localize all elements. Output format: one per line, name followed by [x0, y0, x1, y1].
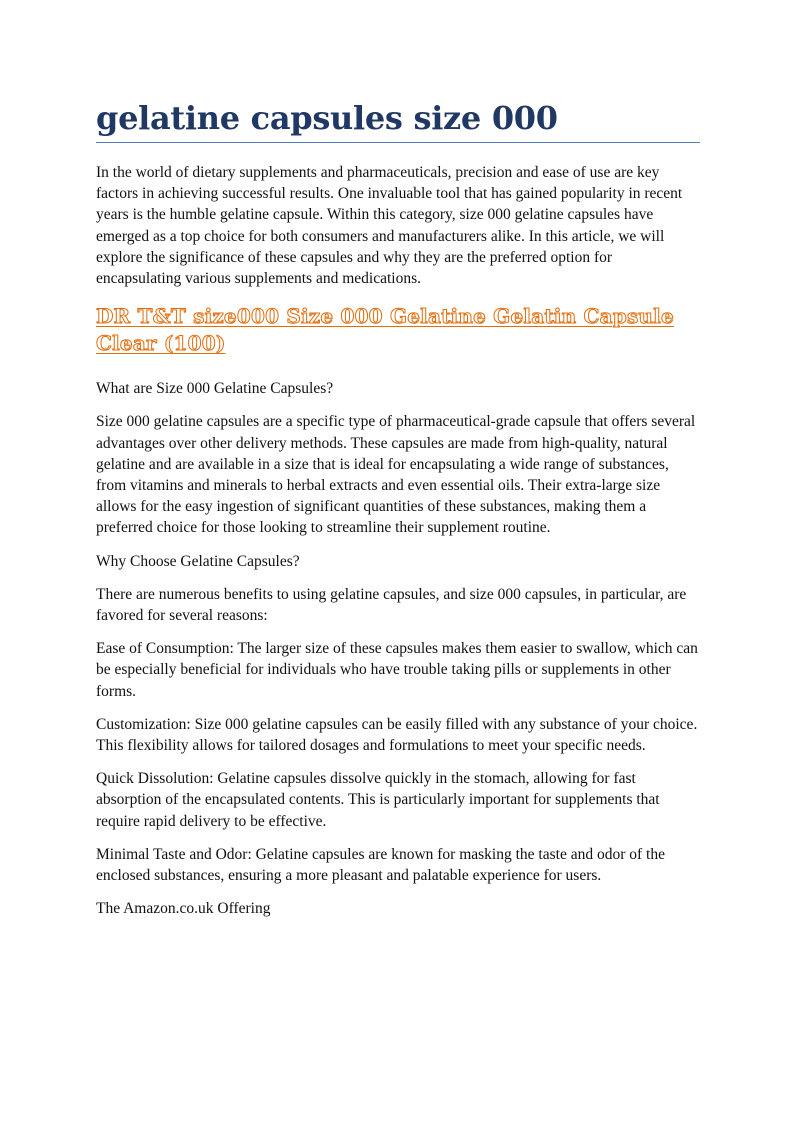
paragraph-minimal-taste: Minimal Taste and Odor: Gelatine capsules are known for masking the taste and odor of the enclosed substances, ensuring a more pleasant and palatable experience for users.	[96, 845, 665, 885]
section-heading-what-are: What are Size 000 Gelatine Capsules?	[96, 380, 334, 398]
paragraph-benefits-intro: There are numerous benefits to using gelatine capsules, and size 000 capsules, in particular, are favored for several reasons:	[96, 585, 687, 625]
section-heading-amazon-offering: The Amazon.co.uk Offering	[96, 900, 271, 918]
paragraph-customization: Customization: Size 000 gelatine capsules can be easily filled with any substance of your choice. This flexibility allows for tailored dosages and formulations to meet your specific needs.	[96, 715, 698, 755]
document-page	[96, 96, 700, 919]
page-title: gelatine capsules size 000	[96, 96, 700, 143]
paragraph-quick-dissolution: Quick Dissolution: Gelatine capsules dissolve quickly in the stomach, allowing for fast absorption of the encapsulated contents. This is particularly important for supplements that require rapid delivery to be effective.	[96, 770, 660, 830]
product-link[interactable]: DR T&T size000 Size 000 Gelatine Gelatin Capsule Clear (100)	[96, 304, 674, 356]
paragraph-what-are: Size 000 gelatine capsules are a specific type of pharmaceutical-grade capsule that offers several advantages over other delivery methods. These capsules are made from high-quality, natural gelatine and are available in a size that is ideal for encapsulating a wide range of substances, from vitamins and minerals to herbal extracts and even essential oils. Their extra-large size allows for the easy ingestion of significant quantities of these substances, making them a preferred choice for those looking to streamline their supplement routine.	[96, 413, 696, 537]
section-heading-why-choose: Why Choose Gelatine Capsules?	[96, 552, 300, 570]
intro-paragraph: In the world of dietary supplements and pharmaceuticals, precision and ease of use are key factors in achieving successful results. One invaluable tool that has gained popularity in recent years is the humble gelatine capsule. Within this category, size 000 gelatine capsules have emerged as a top choice for both consumers and manufacturers alike. In this article, we will explore the significance of these capsules and why they are the preferred option for encapsulating various supplements and medications.	[96, 164, 683, 288]
paragraph-ease-of-consumption: Ease of Consumption: The larger size of these capsules makes them easier to swallow, which can be especially beneficial for individuals who have trouble taking pills or supplements in other forms.	[96, 640, 698, 700]
